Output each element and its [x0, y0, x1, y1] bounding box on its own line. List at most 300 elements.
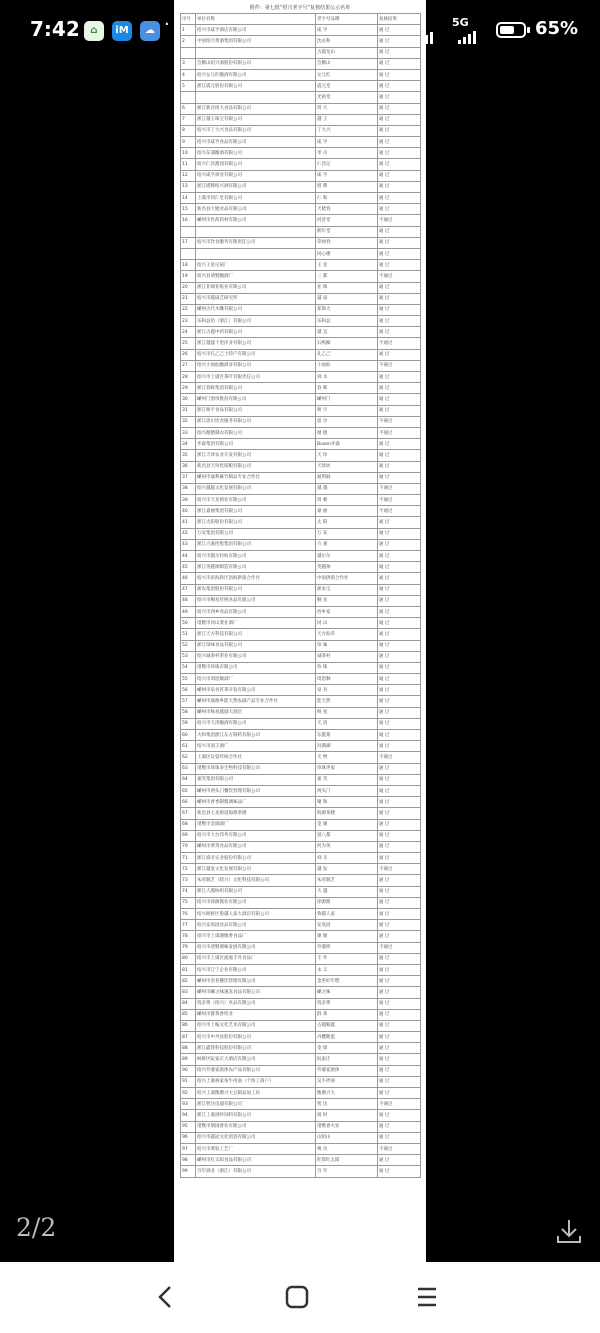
row-number: 31 [181, 405, 196, 416]
table-row [181, 1121, 421, 1132]
table-row [181, 528, 421, 539]
row-number: 47 [181, 584, 196, 595]
brand-name: 震元堂 [316, 81, 378, 92]
row-number: 76 [181, 909, 196, 920]
unit-name: 嵊州市泉谷茗茶开发有限公司 [196, 685, 316, 696]
review-result: 通 过 [378, 539, 421, 550]
review-result: 通 过 [378, 528, 421, 539]
brand-name: 石鸭蹄 [316, 338, 378, 349]
table-header-row [181, 14, 421, 25]
brand-name: 荣禄春 [316, 237, 378, 248]
unit-name: 绍兴市国王酒厂 [196, 741, 316, 752]
row-number: 73 [181, 875, 196, 886]
brand-name: 安高园 [316, 920, 378, 931]
unit-name: 大和集团浙江东方制药有限公司 [196, 730, 316, 741]
table-row [181, 316, 421, 327]
brand-name: 咸 亨 [316, 25, 378, 36]
brand-name: 两头门 [316, 785, 378, 796]
row-number: 41 [181, 517, 196, 528]
unit-name: 绍兴市大台印务有限公司 [196, 830, 316, 841]
review-result: 通 过 [378, 47, 421, 58]
row-number: 20 [181, 282, 196, 293]
unit-name: 绍兴市江宁企业有限公司 [196, 964, 316, 975]
review-result: 通 过 [378, 808, 421, 819]
review-result: 通 过 [378, 573, 421, 584]
review-result: 通 过 [378, 92, 421, 103]
brand-name: 永 义 [316, 964, 378, 975]
brand-name: 山阴山 [316, 1132, 378, 1143]
clock: 7:42 [30, 17, 80, 41]
review-result: 通 过 [378, 1088, 421, 1099]
brand-name: 桐 星 [316, 595, 378, 606]
review-result: 通 过 [378, 1020, 421, 1031]
table-row [181, 416, 421, 427]
brand-name: 春 晖 [316, 383, 378, 394]
table-row [181, 472, 421, 483]
brand-name: 珍珠世家 [316, 763, 378, 774]
brand-name: 塔 牌 [316, 181, 378, 192]
table-row [181, 282, 421, 293]
table-row [181, 1020, 421, 1031]
row-number: 92 [181, 1088, 196, 1099]
unit-name: 嵊州古代木雕有限公司 [196, 304, 316, 315]
row-number: 96 [181, 1132, 196, 1143]
review-result: 不通过 [378, 495, 421, 506]
unit-name: 嵊州市通源乡能天然农副产品专业合作社 [196, 696, 316, 707]
brand-name: 沈永和 [316, 36, 378, 47]
unit-name: 绍兴循德制衣有限公司 [196, 427, 316, 438]
unit-name: 绍兴女儿红酿酒有限公司 [196, 69, 316, 80]
unit-name: 绍兴王星记扇厂 [196, 260, 316, 271]
unit-name: 绍兴市上虞区流通丰外食品厂 [196, 953, 316, 964]
unit-name: 嵊州市通利麻竹制品专业合作社 [196, 472, 316, 483]
download-icon[interactable] [554, 1216, 584, 1246]
brand-name: 古越鲸鑫 [316, 1020, 378, 1031]
row-number: 8 [181, 125, 196, 136]
row-number: 43 [181, 539, 196, 550]
table-row [181, 394, 421, 405]
table-row [181, 696, 421, 707]
brand-name: 外婆桥 [316, 942, 378, 953]
header-no: 序号 [181, 14, 196, 25]
unit-name: 万安集团有限公司 [196, 528, 316, 539]
brand-name: 光裕堂 [316, 92, 378, 103]
brand-name: 珍 味 [316, 640, 378, 651]
unit-name: 嵊州市群茶香铁业 [196, 1009, 316, 1020]
row-number: 53 [181, 651, 196, 662]
brand-name: 王 星 [316, 260, 378, 271]
row-number: 44 [181, 551, 196, 562]
review-result: 通 过 [378, 125, 421, 136]
unit-name: 绍兴市诸暨调味发展有限公司 [196, 942, 316, 953]
review-result: 通 过 [378, 327, 421, 338]
table-row [181, 58, 421, 69]
table-row [181, 137, 421, 148]
row-number: 59 [181, 718, 196, 729]
unit-name: 嵊州市黄英食品有限公司 [196, 841, 316, 852]
brand-name: 英越帅 [316, 562, 378, 573]
unit-name: 嵊州市红太阳食品有限公司 [196, 1155, 316, 1166]
row-number: 45 [181, 562, 196, 573]
review-result: 通 过 [378, 25, 421, 36]
table-row [181, 215, 421, 226]
review-result: 不通过 [378, 416, 421, 427]
unit-name: 绍兴县诸暨酿酒厂 [196, 271, 316, 282]
menu-icon[interactable] [409, 1279, 445, 1315]
brand-name: 万 安 [316, 528, 378, 539]
brand-name: 丹樱鹅蛋 [316, 1032, 378, 1043]
brand-name: 力 嘉 [316, 539, 378, 550]
table-row [181, 47, 421, 58]
row-number: 4 [181, 69, 196, 80]
table-row [181, 271, 421, 282]
row-number: 5 [181, 81, 196, 92]
row-number: 38 [181, 483, 196, 494]
row-number: 56 [181, 685, 196, 696]
table-row [181, 853, 421, 864]
brand-name: 镈 功 [316, 1143, 378, 1154]
results-table [180, 13, 421, 1178]
table-row [181, 159, 421, 170]
brand-name: 郑郎大 [316, 304, 378, 315]
row-number: 77 [181, 920, 196, 931]
review-result: 通 过 [378, 193, 421, 204]
table-row [181, 237, 421, 248]
table-row [181, 886, 421, 897]
table-row [181, 998, 421, 1009]
table-row [181, 125, 421, 136]
row-number: 78 [181, 931, 196, 942]
brand-name: 金苔好年糕 [316, 976, 378, 987]
home-icon[interactable] [279, 1279, 315, 1315]
brand-name: 孝 贞 [316, 148, 378, 159]
row-number: 55 [181, 674, 196, 685]
unit-name [196, 248, 316, 259]
row-number: 28 [181, 372, 196, 383]
table-row [181, 1088, 421, 1099]
unit-name: 嵊州市金苔餐饮管理有限公司 [196, 976, 316, 987]
review-result: 通 过 [378, 730, 421, 741]
unit-name: 浙江舜圣实业股份有限公司 [196, 853, 316, 864]
review-result: 通 过 [378, 226, 421, 237]
row-number: 30 [181, 394, 196, 405]
brand-name: 聚 和 [316, 797, 378, 808]
review-result: 通 过 [378, 394, 421, 405]
table-row [181, 774, 421, 785]
unit-name: 嵊州市两头门餐饮管理有限公司 [196, 785, 316, 796]
row-number: 21 [181, 293, 196, 304]
table-row [181, 741, 421, 752]
review-result: 通 过 [378, 1110, 421, 1121]
row-number: 3 [181, 58, 196, 69]
brand-name: 孔乙己 [316, 349, 378, 360]
review-result: 通 过 [378, 58, 421, 69]
table-row [181, 551, 421, 562]
row-number: 40 [181, 506, 196, 517]
table-row [181, 1143, 421, 1154]
brand-name: 嵊之味 [316, 987, 378, 998]
table-row [181, 304, 421, 315]
unit-name: 绍兴市桐星传统食品有限公司 [196, 595, 316, 606]
row-number: 12 [181, 170, 196, 181]
review-result: 通 过 [378, 137, 421, 148]
brand-name: 天珍坊 [316, 461, 378, 472]
row-number: 24 [181, 327, 196, 338]
row-number: 16 [181, 215, 196, 226]
review-result: 通 过 [378, 976, 421, 987]
unit-name: 绍兴安高园食品有限公司 [196, 920, 316, 931]
table-row [181, 976, 421, 987]
row-number: 67 [181, 808, 196, 819]
unit-name: 绍兴市滨海新区沥海供销合作社 [196, 573, 316, 584]
table-row [181, 383, 421, 394]
review-result: 通 过 [378, 920, 421, 931]
unit-name: 浙江春晖集团有限公司 [196, 383, 316, 394]
brand-name: 嘉 丽 [316, 506, 378, 517]
unit-name: 新昌县七星街道海源茶楼 [196, 808, 316, 819]
table-row [181, 584, 421, 595]
brand-name: Busen步森 [316, 439, 378, 450]
table-row [181, 953, 421, 964]
review-result: 通 过 [378, 237, 421, 248]
brand-name: 嘉 笑 [316, 774, 378, 785]
row-number: 1 [181, 25, 196, 36]
row-number: 90 [181, 1065, 196, 1076]
im-app-icon: iM [112, 21, 132, 41]
brand-name: 能天然 [316, 696, 378, 707]
review-result: 通 过 [378, 551, 421, 562]
review-result: 不通过 [378, 271, 421, 282]
unit-name: 绍兴市上虞谢塘香食品厂 [196, 931, 316, 942]
network-type: 5G [452, 16, 469, 29]
unit-name: 绍兴市饮食服务有限责任公司 [196, 237, 316, 248]
cloud-app-icon: ☁ [140, 21, 160, 41]
row-number: 34 [181, 439, 196, 450]
brand-name: 谢 塘 [316, 931, 378, 942]
brand-name: 旺郎红太阳 [316, 1155, 378, 1166]
brand-name: 天 物 [316, 752, 378, 763]
unit-name: 朱府铜艺（绍兴）文化科技有限公司 [196, 875, 316, 886]
table-row [181, 785, 421, 796]
unit-name: 诸暨市金湖酒厂 [196, 819, 316, 830]
table-row [181, 360, 421, 371]
table-row [181, 573, 421, 584]
unit-name: 嵊州市嵊之味速冻食品有限公司 [196, 987, 316, 998]
back-icon[interactable] [148, 1279, 184, 1315]
table-row [181, 193, 421, 204]
row-number: 83 [181, 987, 196, 998]
review-result: 通 过 [378, 696, 421, 707]
table-row [181, 114, 421, 125]
row-number: 37 [181, 472, 196, 483]
review-result: 通 过 [378, 763, 421, 774]
brand-name: 越尔尔 [316, 551, 378, 562]
table-row [181, 170, 421, 181]
row-number: 80 [181, 953, 196, 964]
table-row [181, 763, 421, 774]
row-number [181, 47, 196, 58]
table-row [181, 1043, 421, 1054]
unit-name: 浙农集团股份有限公司 [196, 584, 316, 595]
row-number: 48 [181, 595, 196, 606]
review-result: 通 过 [378, 293, 421, 304]
unit-name: 浙江英越帅制造有限公司 [196, 562, 316, 573]
row-number: 64 [181, 774, 196, 785]
review-result: 通 过 [378, 1076, 421, 1087]
unit-name: 浙江鑫锋科技股份有限公司 [196, 1043, 316, 1054]
brand-name: 天 清 [316, 718, 378, 729]
unit-name: 诸暨市珍珠多生物科技有限公司 [196, 763, 316, 774]
row-number: 93 [181, 1099, 196, 1110]
unit-name: 会稽山绍兴酒股份有限公司 [196, 58, 316, 69]
table-row [181, 36, 421, 47]
review-result: 通 过 [378, 1043, 421, 1054]
brand-name: 同 山 [316, 618, 378, 629]
unit-name: 绍兴越越文化发展有限公司 [196, 483, 316, 494]
brand-name: 会稽山 [316, 58, 378, 69]
unit-name: 浙江珍味食品有限公司 [196, 640, 316, 651]
brand-name: 群 茶 [316, 1009, 378, 1020]
row-number: 2 [181, 36, 196, 47]
review-result: 通 过 [378, 741, 421, 752]
row-number: 10 [181, 148, 196, 159]
unit-name: 绍兴市上编文化艺术有限公司 [196, 1020, 316, 1031]
row-number: 9 [181, 137, 196, 148]
brand-name: 思 尔 [316, 416, 378, 427]
table-row [181, 1099, 421, 1110]
brand-name: 天姥春 [316, 204, 378, 215]
unit-name: 新昌县天珍优质粮有限公司 [196, 461, 316, 472]
brand-name: 仁昌记 [316, 159, 378, 170]
row-number: 95 [181, 1121, 196, 1132]
row-number: 15 [181, 204, 196, 215]
table-row [181, 1032, 421, 1043]
table-row [181, 226, 421, 237]
unit-name: 绍兴外婆家族体农产品有限公司 [196, 1065, 316, 1076]
unit-name: 诸暨市朗国香业有限公司 [196, 1121, 316, 1132]
unit-name: 绍兴市黄软工艺厂 [196, 1143, 316, 1154]
review-result: 不通过 [378, 360, 421, 371]
review-result: 通 过 [378, 304, 421, 315]
table-row [181, 987, 421, 998]
table-row [181, 662, 421, 673]
header-brand: 老字号品牌 [316, 14, 378, 25]
brand-name: 太 阳 [316, 517, 378, 528]
row-number [181, 226, 196, 237]
table-row [181, 730, 421, 741]
unit-name: 浙江智达电器有限公司 [196, 1099, 316, 1110]
table-row [181, 629, 421, 640]
row-number: 57 [181, 696, 196, 707]
brand-name: 鲁越人家 [316, 909, 378, 920]
review-result: 不通过 [378, 752, 421, 763]
table-row [181, 864, 421, 875]
row-number: 89 [181, 1054, 196, 1065]
brand-name: 大 越 [316, 886, 378, 897]
brand-name: 丁大兴 [316, 125, 378, 136]
table-row [181, 942, 421, 953]
unit-name: 绍兴上虞衡塘兴大豆制品加工坊 [196, 1088, 316, 1099]
unit-name: 上虞区玩耍传统合作社 [196, 752, 316, 763]
brand-name: 古越龙山 [316, 47, 378, 58]
brand-name: 西乡家 [316, 606, 378, 617]
brand-name: 咸 亨 [316, 137, 378, 148]
brand-name: 海源茶楼 [316, 808, 378, 819]
unit-name [196, 226, 316, 237]
brand-name: 朱府铜艺 [316, 875, 378, 886]
brand-name: 阮家庄 [316, 1054, 378, 1065]
brand-name: 百 年 [316, 1166, 378, 1177]
table-row [181, 495, 421, 506]
brand-name: 金 湖 [316, 819, 378, 830]
row-number: 23 [181, 316, 196, 327]
unit-name: 浙江越王珠宝有限公司 [196, 114, 316, 125]
table-row [181, 707, 421, 718]
unit-name: 绍兴小仙仙酿酒业有限公司 [196, 360, 316, 371]
brand-name: 女儿红 [316, 69, 378, 80]
unit-name: 浙江思尔饮食服务有限公司 [196, 416, 316, 427]
brand-name: 嵊州门 [316, 394, 378, 405]
unit-name: 浙江古越中药有限公司 [196, 327, 316, 338]
review-result: 通 过 [378, 181, 421, 192]
table-row [181, 103, 421, 114]
table-row [181, 562, 421, 573]
unit-name: 绍兴市丁大兴食品有限公司 [196, 125, 316, 136]
row-number: 22 [181, 304, 196, 315]
review-result: 通 过 [378, 472, 421, 483]
review-result: 不通过 [378, 1099, 421, 1110]
page-indicator: 2/2 [16, 1213, 57, 1242]
table-row [181, 752, 421, 763]
navigation-bar [0, 1262, 600, 1333]
review-result: 通 过 [378, 651, 421, 662]
review-result: 不通过 [378, 338, 421, 349]
table-row [181, 1155, 421, 1166]
row-number: 68 [181, 819, 196, 830]
table-row [181, 92, 421, 103]
brand-name: 诸暨香火处 [316, 1121, 378, 1132]
brand-name: 三 都 [316, 271, 378, 282]
row-number: 72 [181, 864, 196, 875]
brand-name: 杨 星 [316, 707, 378, 718]
row-number: 49 [181, 606, 196, 617]
review-result: 通 过 [378, 439, 421, 450]
unit-name: 柯桥区阮家庄大酒店有限公司 [196, 1054, 316, 1065]
unit-name: 浙江震元股份有限公司 [196, 81, 316, 92]
brand-name: 何为英 [316, 841, 378, 852]
table-row [181, 1054, 421, 1065]
brand-name: 越 宜 [316, 327, 378, 338]
review-result: 通 过 [378, 405, 421, 416]
unit-name: 乐和益佰（浙江）有限公司 [196, 316, 316, 327]
brand-name: 周恩顺 [316, 674, 378, 685]
row-number: 26 [181, 349, 196, 360]
review-result: 通 过 [378, 998, 421, 1009]
table-row [181, 25, 421, 36]
unit-name: 绍兴诚茶村茶业有限公司 [196, 651, 316, 662]
brand-name: 亚 细 [316, 282, 378, 293]
brand-name: 越 越 [316, 483, 378, 494]
row-number: 54 [181, 662, 196, 673]
unit-name: 诸暨市珍珠有限公司 [196, 662, 316, 673]
table-row [181, 830, 421, 841]
review-result: 通 过 [378, 282, 421, 293]
unit-name: 绍兴咸亨酒业有限公司 [196, 170, 316, 181]
unit-name: 浙江越发文化发展有限公司 [196, 864, 316, 875]
row-number: 61 [181, 741, 196, 752]
table-row [181, 819, 421, 830]
review-result: 通 过 [378, 640, 421, 651]
